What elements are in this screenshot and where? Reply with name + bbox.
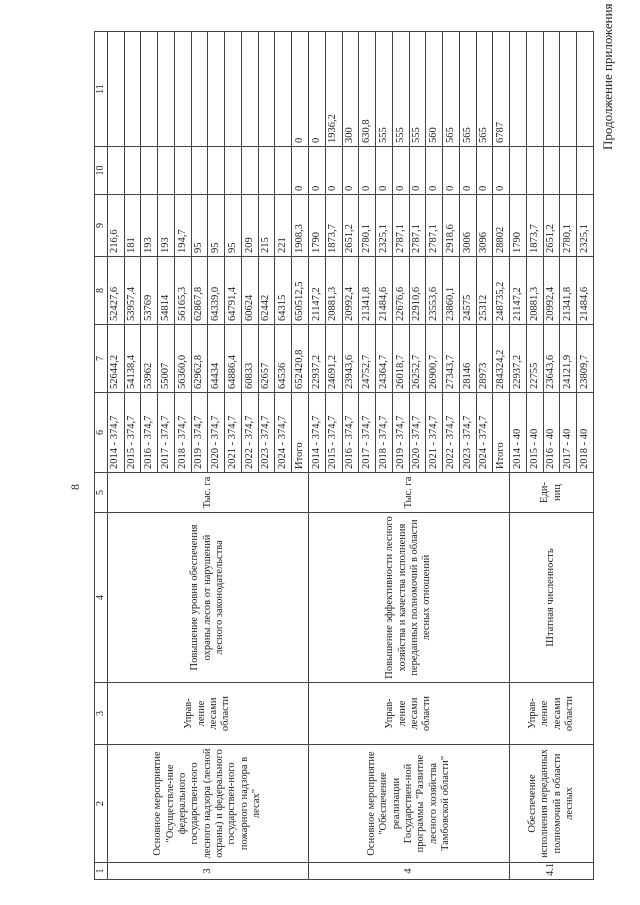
table-cell: 56360,0 [174, 325, 191, 393]
table-cell: 23943,6 [342, 325, 359, 393]
table-cell: 62867,8 [191, 257, 208, 325]
table-cell: 1908,3 [292, 195, 309, 257]
table-cell: 56165,3 [174, 257, 191, 325]
table-cell: 60833 [241, 325, 258, 393]
table-cell: 0 [376, 147, 393, 195]
program-name: Основное мероприятие "Обеспечение реализации Государствен-ной программы "Развитие лесного хозяйства Тамбовской области" [308, 745, 509, 863]
column-number: 1 [95, 863, 108, 880]
table-cell [141, 147, 158, 195]
table-cell: 2020 - 374,7 [409, 393, 426, 473]
table-cell: 2015 - 374,7 [325, 393, 342, 473]
table-cell: 54138,4 [124, 325, 141, 393]
table-row [107, 32, 124, 880]
table-cell: 2780,1 [560, 195, 577, 257]
table-cell: 0 [392, 147, 409, 195]
table-cell: 2325,1 [376, 195, 393, 257]
table-cell: 0 [459, 147, 476, 195]
table-cell: 652420,8 [292, 325, 309, 393]
table-cell: 0 [426, 147, 443, 195]
table-cell: 20881,3 [325, 257, 342, 325]
table-cell: 64315 [275, 257, 292, 325]
table-cell [275, 147, 292, 195]
table-cell [191, 32, 208, 147]
table-cell: 555 [376, 32, 393, 147]
column-number: 9 [95, 195, 108, 257]
table-cell: 52427,6 [107, 257, 124, 325]
table-cell [577, 147, 594, 195]
table-cell: 6787 [493, 32, 510, 147]
table-cell: 1936,2 [325, 32, 342, 147]
table-cell [560, 32, 577, 147]
table-cell: 2651,2 [342, 195, 359, 257]
table-cell: 2019 - 374,7 [392, 393, 409, 473]
table-cell: 2018 - 40 [577, 393, 594, 473]
table-cell: 0 [342, 147, 359, 195]
table-cell: 64339,0 [208, 257, 225, 325]
column-number: 6 [95, 393, 108, 473]
table-cell: 2024 - 374,7 [275, 393, 292, 473]
table-cell: 21147,2 [510, 257, 527, 325]
table-cell: 2023 - 374,7 [459, 393, 476, 473]
table-cell: 0 [308, 147, 325, 195]
table-cell: 194,7 [174, 195, 191, 257]
table-cell: 24121,9 [560, 325, 577, 393]
table-cell: 27343,7 [443, 325, 460, 393]
table-cell: 2651,2 [543, 195, 560, 257]
table-cell [124, 32, 141, 147]
table-cell: 2018 - 374,7 [376, 393, 393, 473]
table-cell [258, 147, 275, 195]
table-cell: 216,6 [107, 195, 124, 257]
table-cell: 0 [409, 147, 426, 195]
table-cell: 21484,6 [376, 257, 393, 325]
table-cell [174, 147, 191, 195]
table-cell: 55007 [158, 325, 175, 393]
table-cell: 22937,2 [308, 325, 325, 393]
table-cell [526, 32, 543, 147]
table-cell: 20992,4 [543, 257, 560, 325]
table-cell: 22910,6 [409, 257, 426, 325]
indicator: Повышение уровня обеспечения охраны лесов от нарушений лесного законодательства [107, 513, 308, 683]
table-cell: 181 [124, 195, 141, 257]
table-cell: 2020 - 374,7 [208, 393, 225, 473]
column-number: 2 [95, 745, 108, 863]
table-cell [124, 147, 141, 195]
table-cell: 22676,6 [392, 257, 409, 325]
table-cell: 2787,1 [392, 195, 409, 257]
table-cell: 2019 - 374,7 [191, 393, 208, 473]
table-cell: 1873,7 [526, 195, 543, 257]
table-cell [275, 32, 292, 147]
table-cell: 630,8 [359, 32, 376, 147]
column-number: 10 [95, 147, 108, 195]
column-number: 11 [95, 32, 108, 147]
column-number-row [95, 32, 108, 880]
table-cell [107, 147, 124, 195]
table-cell: 23860,1 [443, 257, 460, 325]
table-cell: 1790 [510, 195, 527, 257]
table-cell: 0 [325, 147, 342, 195]
table-cell [560, 147, 577, 195]
program-name: Обеспечение исполнения переданных полномочий в области лесных [510, 745, 594, 863]
table-cell: 64791,4 [225, 257, 242, 325]
table-cell: 25312 [476, 257, 493, 325]
table-cell: 23553,6 [426, 257, 443, 325]
table-cell: 28802 [493, 195, 510, 257]
table-cell [241, 147, 258, 195]
table-cell: 0 [308, 32, 325, 147]
table-cell: 1873,7 [325, 195, 342, 257]
table-cell: 95 [225, 195, 242, 257]
table-cell: 209 [241, 195, 258, 257]
table-cell: 3096 [476, 195, 493, 257]
table-cell: 2021 - 374,7 [426, 393, 443, 473]
table-cell: 64434 [208, 325, 225, 393]
table-cell: 2787,1 [409, 195, 426, 257]
table-cell: 555 [392, 32, 409, 147]
table-cell: 2014 - 40 [510, 393, 527, 473]
table-cell: 22755 [526, 325, 543, 393]
executor: Управ-ление лесами области [510, 683, 594, 745]
table-cell [174, 32, 191, 147]
table-cell: 1790 [308, 195, 325, 257]
table-cell: 2780,1 [359, 195, 376, 257]
table-cell: 2014 - 374,7 [107, 393, 124, 473]
table-cell [258, 32, 275, 147]
section-number: 3 [107, 863, 308, 880]
table-cell: 24691,2 [325, 325, 342, 393]
table-cell: 2017 - 374,7 [158, 393, 175, 473]
table-cell: 54814 [158, 257, 175, 325]
table-cell: 565 [459, 32, 476, 147]
table-cell: 2023 - 374,7 [258, 393, 275, 473]
table-cell: 284324,2 [493, 325, 510, 393]
table-cell: 53957,4 [124, 257, 141, 325]
table-cell: Итого [493, 393, 510, 473]
appendix-label: Продолжение приложения [600, 3, 615, 150]
table-cell: 2787,1 [426, 195, 443, 257]
table-cell: 62962,8 [191, 325, 208, 393]
table-cell: 23643,6 [543, 325, 560, 393]
table-cell: 650512,5 [292, 257, 309, 325]
indicator: Штатная численность [510, 513, 594, 683]
table-cell: 3006 [459, 195, 476, 257]
table-cell: 24752,7 [359, 325, 376, 393]
table-cell: 2016 - 374,7 [342, 393, 359, 473]
table-cell: 64536 [275, 325, 292, 393]
unit: Тыс. га [107, 473, 308, 513]
table-cell: 2021 - 374,7 [225, 393, 242, 473]
table-cell: 215 [258, 195, 275, 257]
table-cell: 2016 - 40 [543, 393, 560, 473]
table-cell: 21341,8 [359, 257, 376, 325]
table-cell: 23809,7 [577, 325, 594, 393]
table-cell [158, 147, 175, 195]
table-cell: 62442 [258, 257, 275, 325]
table-cell: 555 [409, 32, 426, 147]
table-cell: 95 [191, 195, 208, 257]
table-cell: 53769 [141, 257, 158, 325]
table-cell: 22937,2 [510, 325, 527, 393]
table-cell: 20992,4 [342, 257, 359, 325]
table-cell [225, 147, 242, 195]
table-cell: 20881,3 [526, 257, 543, 325]
table-row [308, 32, 325, 880]
table-cell: 2018 - 374,7 [174, 393, 191, 473]
table-cell: 26252,7 [409, 325, 426, 393]
table-cell: 248735,2 [493, 257, 510, 325]
table-cell [577, 32, 594, 147]
column-number: 8 [95, 257, 108, 325]
budget-table [94, 31, 594, 880]
table-cell: 560 [426, 32, 443, 147]
unit: Тыс. га [308, 473, 509, 513]
column-number: 3 [95, 683, 108, 745]
page-number: 8 [68, 484, 82, 490]
table-cell [543, 32, 560, 147]
table-cell [107, 32, 124, 147]
table-cell: 2022 - 374,7 [241, 393, 258, 473]
table-cell: 21484,6 [577, 257, 594, 325]
table-cell: 21341,8 [560, 257, 577, 325]
table-cell: 221 [275, 195, 292, 257]
table-cell: 193 [141, 195, 158, 257]
table-cell: 95 [208, 195, 225, 257]
table-cell: 565 [443, 32, 460, 147]
table-cell [191, 147, 208, 195]
unit: Еди-ниц [510, 473, 594, 513]
table-cell [510, 32, 527, 147]
table-cell: 26900,7 [426, 325, 443, 393]
table-cell: 28973 [476, 325, 493, 393]
rotated-table-container [94, 32, 594, 880]
table-cell: 52644,2 [107, 325, 124, 393]
table-cell: 60624 [241, 257, 258, 325]
table-cell: 2016 - 374,7 [141, 393, 158, 473]
table-cell: 24575 [459, 257, 476, 325]
table-cell: 2014 - 374,7 [308, 393, 325, 473]
column-number: 7 [95, 325, 108, 393]
executor: Управ-ление лесами области [308, 683, 509, 745]
column-number: 4 [95, 513, 108, 683]
appendix-header [600, 0, 616, 150]
table-cell: 2015 - 374,7 [124, 393, 141, 473]
table-cell: 62657 [258, 325, 275, 393]
table-cell: 2022 - 374,7 [443, 393, 460, 473]
table-cell: 0 [359, 147, 376, 195]
indicator: Повышение эффективности лесного хозяйства и качества исполнения переданных полномочий в области лесных отношений [308, 513, 509, 683]
table-cell: 64886,4 [225, 325, 242, 393]
table-cell: 0 [292, 32, 309, 147]
table-cell: 0 [493, 147, 510, 195]
table-cell [510, 147, 527, 195]
table-cell: 193 [158, 195, 175, 257]
section-number: 4 [308, 863, 509, 880]
table-cell: 0 [443, 147, 460, 195]
table-row [510, 32, 527, 880]
table-cell: 53962 [141, 325, 158, 393]
table-cell: 565 [476, 32, 493, 147]
table-cell: 21147,2 [308, 257, 325, 325]
program-name: Основное мероприятие "Осуществле-ние федерального государствен-ного лесного надзора (лесной охраны) и федерального государствен-ного пожарного надзора в лесах" [107, 745, 308, 863]
table-cell [158, 32, 175, 147]
table-cell: 28146 [459, 325, 476, 393]
table-cell: 2024 - 374,7 [476, 393, 493, 473]
table-cell: 26018,7 [392, 325, 409, 393]
table-cell [141, 32, 158, 147]
table-cell: 2015 - 40 [526, 393, 543, 473]
table-cell: 2017 - 374,7 [359, 393, 376, 473]
section-number: 4.1 [510, 863, 594, 880]
table-cell [241, 32, 258, 147]
table-cell: 2918,6 [443, 195, 460, 257]
table-cell: 24364,7 [376, 325, 393, 393]
table-cell [543, 147, 560, 195]
table-cell [225, 32, 242, 147]
table-cell: 300 [342, 32, 359, 147]
table-cell: 2017 - 40 [560, 393, 577, 473]
table-cell: Итого [292, 393, 309, 473]
table-cell: 0 [476, 147, 493, 195]
table-cell: 0 [292, 147, 309, 195]
table-cell [526, 147, 543, 195]
table-cell [208, 32, 225, 147]
executor: Управ-ление лесами области [107, 683, 308, 745]
column-number: 5 [95, 473, 108, 513]
table-cell: 2325,1 [577, 195, 594, 257]
table-cell [208, 147, 225, 195]
table-body [107, 32, 593, 880]
